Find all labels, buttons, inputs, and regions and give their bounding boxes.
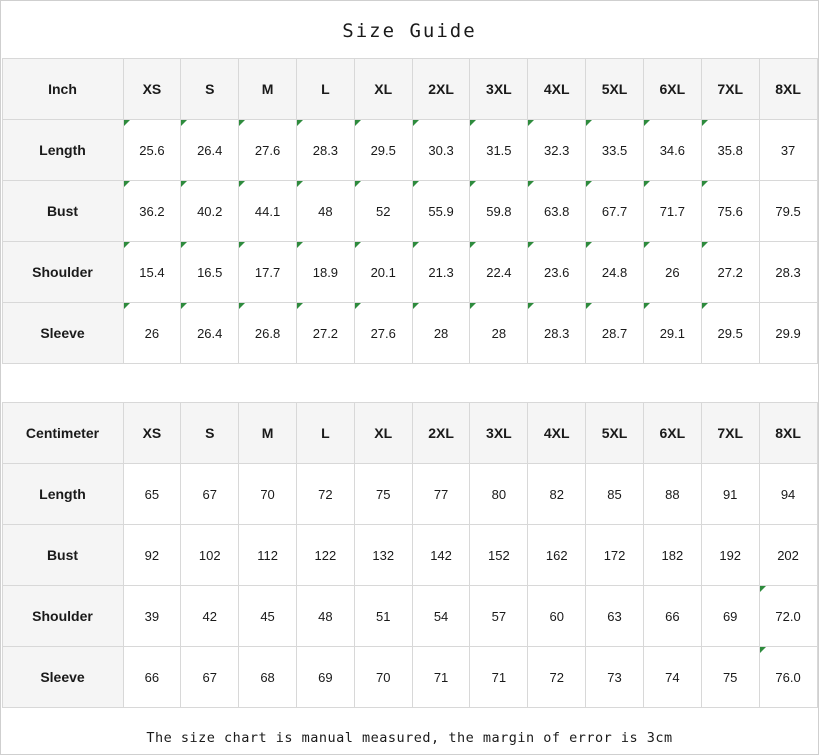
cell-cm-bust-l: 122 — [296, 525, 354, 586]
cell-inch-bust-s: 40.2 — [181, 181, 239, 242]
table-header-row — [2, 59, 817, 120]
cell-inch-length-m: 27.6 — [239, 120, 297, 181]
size-header-7xl: 7XL — [701, 403, 759, 464]
cell-inch-length-l: 28.3 — [296, 120, 354, 181]
cell-inch-sleeve-6xl: 29.1 — [643, 303, 701, 364]
cell-cm-bust-s: 102 — [181, 525, 239, 586]
cell-cm-bust-6xl: 182 — [643, 525, 701, 586]
table-header-row — [2, 403, 817, 464]
cell-cm-length-7xl: 91 — [701, 464, 759, 525]
row-label-length: Length — [2, 464, 123, 525]
cell-inch-length-5xl: 33.5 — [586, 120, 644, 181]
cell-cm-sleeve-5xl: 73 — [586, 647, 644, 708]
cell-cm-sleeve-8xl: 76.0 — [759, 647, 817, 708]
size-header-8xl: 8XL — [759, 59, 817, 120]
cell-cm-length-m: 70 — [239, 464, 297, 525]
size-header-xl: XL — [354, 59, 412, 120]
cell-inch-shoulder-2xl: 21.3 — [412, 242, 470, 303]
cell-cm-sleeve-2xl: 71 — [412, 647, 470, 708]
cell-inch-shoulder-5xl: 24.8 — [586, 242, 644, 303]
cell-cm-sleeve-3xl: 71 — [470, 647, 528, 708]
cell-cm-length-xs: 65 — [123, 464, 181, 525]
cell-cm-bust-m: 112 — [239, 525, 297, 586]
unit-label-inch: Inch — [2, 59, 123, 120]
cell-inch-length-xl: 29.5 — [354, 120, 412, 181]
size-header-8xl: 8XL — [759, 403, 817, 464]
cell-cm-length-2xl: 77 — [412, 464, 470, 525]
table-separator — [1, 364, 818, 402]
cell-inch-bust-l: 48 — [296, 181, 354, 242]
cell-cm-sleeve-s: 67 — [181, 647, 239, 708]
size-header-xs: XS — [123, 59, 181, 120]
cell-inch-bust-6xl: 71.7 — [643, 181, 701, 242]
size-header-l: L — [296, 403, 354, 464]
row-label-length: Length — [2, 120, 123, 181]
cell-inch-length-3xl: 31.5 — [470, 120, 528, 181]
measurement-note: The size chart is manual measured, the margin of error is 3cm — [146, 730, 673, 746]
row-label-shoulder: Shoulder — [2, 242, 123, 303]
row-label-shoulder: Shoulder — [2, 586, 123, 647]
cell-cm-length-6xl: 88 — [643, 464, 701, 525]
cell-inch-bust-2xl: 55.9 — [412, 181, 470, 242]
row-label-sleeve: Sleeve — [2, 303, 123, 364]
size-header-m: M — [239, 403, 297, 464]
size-header-3xl: 3XL — [470, 59, 528, 120]
cell-cm-shoulder-8xl: 72.0 — [759, 586, 817, 647]
cell-inch-bust-xs: 36.2 — [123, 181, 181, 242]
cell-inch-sleeve-s: 26.4 — [181, 303, 239, 364]
cell-inch-shoulder-xs: 15.4 — [123, 242, 181, 303]
size-header-m: M — [239, 59, 297, 120]
size-header-6xl: 6XL — [643, 59, 701, 120]
cell-inch-sleeve-m: 26.8 — [239, 303, 297, 364]
cell-cm-shoulder-7xl: 69 — [701, 586, 759, 647]
size-header-5xl: 5XL — [586, 403, 644, 464]
row-label-sleeve: Sleeve — [2, 647, 123, 708]
cell-cm-sleeve-xl: 70 — [354, 647, 412, 708]
table-row — [2, 303, 817, 364]
cell-inch-bust-5xl: 67.7 — [586, 181, 644, 242]
size-table-inch — [2, 58, 818, 364]
cell-cm-shoulder-s: 42 — [181, 586, 239, 647]
cell-cm-sleeve-7xl: 75 — [701, 647, 759, 708]
size-header-s: S — [181, 59, 239, 120]
page-title: Size Guide — [342, 20, 477, 42]
cell-cm-shoulder-xl: 51 — [354, 586, 412, 647]
cell-inch-shoulder-4xl: 23.6 — [528, 242, 586, 303]
cell-cm-shoulder-4xl: 60 — [528, 586, 586, 647]
size-header-4xl: 4XL — [528, 403, 586, 464]
cell-inch-bust-xl: 52 — [354, 181, 412, 242]
cell-cm-length-xl: 75 — [354, 464, 412, 525]
table-row — [2, 647, 817, 708]
cell-cm-length-s: 67 — [181, 464, 239, 525]
size-header-2xl: 2XL — [412, 59, 470, 120]
cell-cm-bust-xl: 132 — [354, 525, 412, 586]
cell-cm-bust-2xl: 142 — [412, 525, 470, 586]
table-row — [2, 525, 817, 586]
cell-cm-shoulder-6xl: 66 — [643, 586, 701, 647]
table-row — [2, 586, 817, 647]
cell-inch-sleeve-4xl: 28.3 — [528, 303, 586, 364]
cell-inch-bust-7xl: 75.6 — [701, 181, 759, 242]
cell-cm-sleeve-6xl: 74 — [643, 647, 701, 708]
size-header-7xl: 7XL — [701, 59, 759, 120]
cell-cm-length-3xl: 80 — [470, 464, 528, 525]
cell-inch-sleeve-5xl: 28.7 — [586, 303, 644, 364]
cell-cm-shoulder-m: 45 — [239, 586, 297, 647]
cell-inch-shoulder-7xl: 27.2 — [701, 242, 759, 303]
cell-inch-length-6xl: 34.6 — [643, 120, 701, 181]
cell-cm-length-4xl: 82 — [528, 464, 586, 525]
size-header-s: S — [181, 403, 239, 464]
cell-inch-length-xs: 25.6 — [123, 120, 181, 181]
table-row — [2, 181, 817, 242]
table-row — [2, 120, 817, 181]
cell-inch-length-2xl: 30.3 — [412, 120, 470, 181]
size-header-6xl: 6XL — [643, 403, 701, 464]
cell-inch-sleeve-8xl: 29.9 — [759, 303, 817, 364]
cell-cm-shoulder-xs: 39 — [123, 586, 181, 647]
cell-cm-bust-8xl: 202 — [759, 525, 817, 586]
cell-cm-bust-4xl: 162 — [528, 525, 586, 586]
unit-label-centimeter: Centimeter — [2, 403, 123, 464]
cell-inch-length-8xl: 37 — [759, 120, 817, 181]
cell-inch-shoulder-l: 18.9 — [296, 242, 354, 303]
cell-inch-bust-8xl: 79.5 — [759, 181, 817, 242]
size-header-l: L — [296, 59, 354, 120]
cell-inch-shoulder-6xl: 26 — [643, 242, 701, 303]
cell-cm-bust-3xl: 152 — [470, 525, 528, 586]
cell-inch-sleeve-xl: 27.6 — [354, 303, 412, 364]
cell-cm-shoulder-l: 48 — [296, 586, 354, 647]
size-header-xl: XL — [354, 403, 412, 464]
size-header-2xl: 2XL — [412, 403, 470, 464]
row-label-bust: Bust — [2, 181, 123, 242]
cell-inch-length-4xl: 32.3 — [528, 120, 586, 181]
cell-inch-bust-m: 44.1 — [239, 181, 297, 242]
size-header-4xl: 4XL — [528, 59, 586, 120]
size-header-xs: XS — [123, 403, 181, 464]
cell-inch-shoulder-xl: 20.1 — [354, 242, 412, 303]
cell-cm-sleeve-4xl: 72 — [528, 647, 586, 708]
table-row — [2, 464, 817, 525]
cell-cm-bust-5xl: 172 — [586, 525, 644, 586]
cell-inch-sleeve-3xl: 28 — [470, 303, 528, 364]
cell-inch-length-s: 26.4 — [181, 120, 239, 181]
cell-inch-shoulder-s: 16.5 — [181, 242, 239, 303]
cell-cm-sleeve-l: 69 — [296, 647, 354, 708]
cell-inch-sleeve-xs: 26 — [123, 303, 181, 364]
cell-cm-sleeve-m: 68 — [239, 647, 297, 708]
cell-inch-bust-3xl: 59.8 — [470, 181, 528, 242]
size-table-centimeter — [2, 402, 818, 708]
cell-cm-length-l: 72 — [296, 464, 354, 525]
cell-cm-bust-7xl: 192 — [701, 525, 759, 586]
cell-inch-bust-4xl: 63.8 — [528, 181, 586, 242]
size-header-3xl: 3XL — [470, 403, 528, 464]
cell-inch-shoulder-3xl: 22.4 — [470, 242, 528, 303]
cell-cm-shoulder-5xl: 63 — [586, 586, 644, 647]
table-row — [2, 242, 817, 303]
cell-cm-length-8xl: 94 — [759, 464, 817, 525]
cell-inch-shoulder-8xl: 28.3 — [759, 242, 817, 303]
row-label-bust: Bust — [2, 525, 123, 586]
size-header-5xl: 5XL — [586, 59, 644, 120]
cell-inch-sleeve-7xl: 29.5 — [701, 303, 759, 364]
cell-inch-sleeve-l: 27.2 — [296, 303, 354, 364]
cell-cm-shoulder-2xl: 54 — [412, 586, 470, 647]
cell-inch-shoulder-m: 17.7 — [239, 242, 297, 303]
cell-cm-shoulder-3xl: 57 — [470, 586, 528, 647]
cell-cm-bust-xs: 92 — [123, 525, 181, 586]
cell-inch-length-7xl: 35.8 — [701, 120, 759, 181]
cell-cm-sleeve-xs: 66 — [123, 647, 181, 708]
cell-inch-sleeve-2xl: 28 — [412, 303, 470, 364]
cell-cm-length-5xl: 85 — [586, 464, 644, 525]
